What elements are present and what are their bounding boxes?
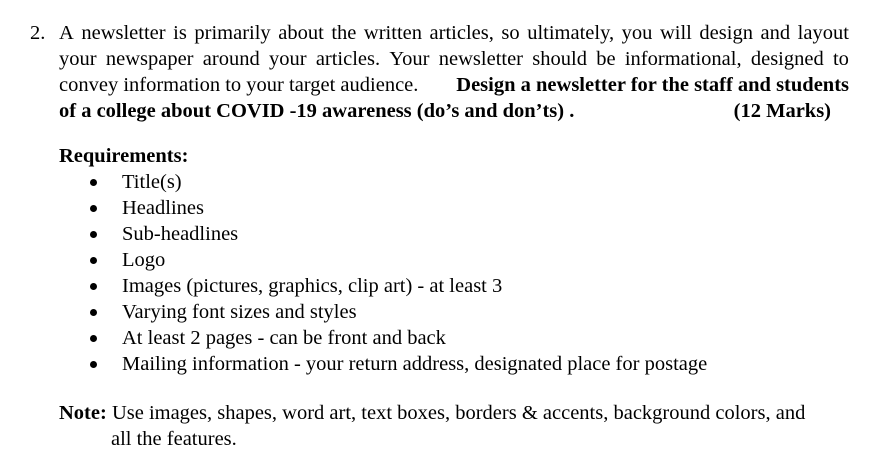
question-word: is	[173, 22, 187, 44]
question-word: design	[699, 22, 753, 44]
requirement-label: Title(s)	[122, 171, 182, 193]
question-line-3-bold: Design a newsletter for the staff and students	[456, 74, 849, 96]
requirement-label: Sub-headlines	[122, 223, 239, 245]
question-word: around	[202, 48, 260, 70]
question-word: your	[268, 48, 307, 70]
question-word: newsletter	[438, 48, 524, 70]
question-line-3-plain: convey information to your target audience.	[59, 74, 419, 96]
question-word: newsletter	[81, 22, 166, 44]
bullet-icon	[90, 179, 97, 186]
question-word: layout	[797, 22, 849, 44]
question-word: should	[532, 48, 587, 70]
bullet-icon	[90, 309, 97, 316]
note-paragraph	[59, 400, 849, 452]
requirement-label: Varying font sizes and styles	[122, 301, 357, 323]
requirement-label: Logo	[122, 249, 166, 271]
requirement-label: At least 2 pages - can be front and back	[122, 327, 446, 349]
requirements-heading: Requirements:	[59, 145, 189, 167]
question-word: A	[59, 22, 74, 44]
question-word: be	[596, 48, 616, 70]
bullet-icon	[90, 231, 97, 238]
question-line-2	[59, 46, 849, 72]
question-line-3	[59, 72, 849, 98]
note-text-1: Use images, shapes, word art, text boxes, borders & accents, background colors, and	[106, 402, 806, 424]
note-line-1	[59, 400, 849, 426]
question-word: about	[278, 22, 324, 44]
question-word: your	[59, 48, 97, 70]
question-number: 2.	[30, 22, 46, 44]
bullet-icon	[90, 257, 97, 264]
question-word: so	[501, 22, 520, 44]
question-line-4-bold: of a college about COVID -19 awareness (do’s and don’ts) .	[59, 100, 575, 122]
bullet-icon	[90, 283, 97, 290]
question-word: to	[832, 48, 849, 70]
question-word: articles.	[315, 48, 381, 70]
note-label: Note:	[59, 402, 107, 424]
question-word: written	[363, 22, 422, 44]
question-line-1	[59, 20, 849, 46]
question-word: the	[331, 22, 357, 44]
bullet-icon	[90, 335, 97, 342]
question-word: ultimately,	[527, 22, 615, 44]
question-word: Your	[389, 48, 430, 70]
question-word: informational,	[624, 48, 742, 70]
question-word: and	[760, 22, 791, 44]
question-word: articles,	[429, 22, 494, 44]
requirement-label: Images (pictures, graphics, clip art) - at least 3	[122, 275, 503, 297]
requirement-label: Headlines	[122, 197, 204, 219]
question-word: primarily	[194, 22, 271, 44]
question-word: you	[621, 22, 653, 44]
note-line-2: all the features.	[111, 428, 237, 450]
bullet-icon	[90, 205, 97, 212]
bullet-icon	[90, 361, 97, 368]
question-word: will	[659, 22, 692, 44]
marks-label: (12 Marks)	[733, 100, 831, 122]
question-word: newspaper	[105, 48, 194, 70]
question-word: designed	[750, 48, 824, 70]
question-line-4	[59, 98, 849, 124]
question-text	[59, 20, 849, 124]
requirement-label: Mailing information - your return address, designated place for postage	[122, 353, 708, 375]
